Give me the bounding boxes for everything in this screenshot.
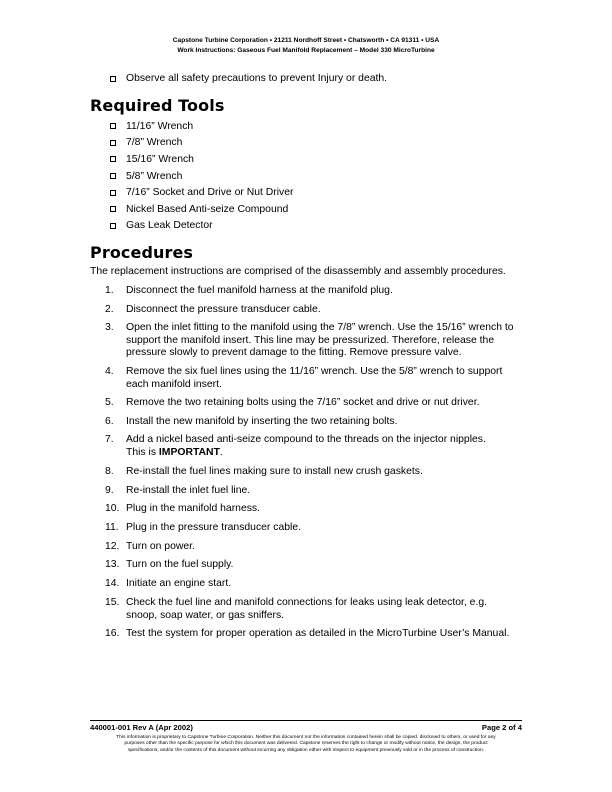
step-text-line: Turn on the fuel supply. [126, 559, 234, 570]
tool-item-label: Nickel Based Anti-seize Compound [126, 203, 289, 215]
important-emphasis: IMPORTANT [158, 446, 220, 458]
step-text-line: Initiate an engine start. [126, 578, 232, 589]
procedure-step [105, 416, 525, 429]
safety-note-text: Observe all safety precautions to prevent Injury or death. [126, 73, 388, 84]
tool-item-label: 7/16” Socket and Drive or Nut Driver [126, 187, 294, 199]
procedure-step [105, 559, 525, 572]
step-text-line: support the manifold insert. This line may be pressurized. Therefore, release the [126, 334, 495, 346]
tool-item-label: 5/8” Wrench [126, 170, 183, 182]
procedure-step [105, 466, 525, 479]
step-number: 6. [105, 416, 114, 427]
page-number: Page 2 of 4 [481, 723, 522, 732]
step-number: 5. [105, 397, 114, 408]
step-text-line: pressure slowly to prevent damage to the fitting. Remove pressure valve. [126, 347, 462, 358]
step-number: 14. [105, 578, 120, 589]
step-text-line: each manifold insert. [126, 378, 222, 390]
procedure-step [105, 285, 525, 298]
step-number: 8. [105, 466, 114, 477]
step-number: 7. [105, 434, 114, 445]
step-number: 10. [105, 503, 120, 514]
procedure-step [105, 304, 525, 317]
required-tools-heading: Required Tools [90, 96, 225, 115]
disclaimer-line: purposes other than the specific purpose for which this document was delivered. Capstone reserves the right to change or modify without notice, the design, the product [124, 741, 488, 747]
step-text-line: Add a nickel based anti-seize compound to the threads on the injector nipples. [126, 434, 486, 445]
step-number: 12. [105, 541, 120, 552]
step-text-line: Turn on power. [126, 541, 195, 552]
procedure-step [105, 578, 525, 591]
tool-item-label: 7/8” Wrench [126, 137, 183, 149]
disclaimer-line: specifications, and/or the contents of this document without incurring any obligation either with respect to equipment previously sold or in the process of construction. [127, 747, 485, 753]
procedure-step [105, 397, 525, 410]
procedure-step [105, 597, 525, 622]
step-text-line: Test the system for proper operation as detailed in the MicroTurbine User’s Manual. [126, 628, 510, 639]
proprietary-disclaimer [86, 735, 526, 754]
step-number: 1. [105, 285, 114, 296]
step-text-line: Check the fuel line and manifold connections for leaks using leak detector, e.g. [126, 597, 488, 608]
step-text-line: snoop, soap water, or gas sniffers. [126, 609, 285, 621]
tool-item-label: 11/16” Wrench [126, 120, 194, 132]
procedure-step [105, 522, 525, 535]
tool-item-label: 15/16” Wrench [126, 153, 194, 165]
step-text-line: Remove the two retaining bolts using the 7/16” socket and drive or nut driver. [126, 397, 480, 408]
document-id: 440001-001 Rev A (Apr 2002) [90, 723, 193, 732]
step-number: 13. [105, 559, 120, 570]
step-text-line: Re-install the fuel lines making sure to install new crush gaskets. [126, 466, 423, 477]
step-number: 16. [105, 628, 120, 639]
step-number: 3. [105, 322, 114, 333]
header-title-line: Work Instructions: Gaseous Fuel Manifold Replacement – Model 330 MicroTurbine [177, 46, 435, 54]
procedure-step [105, 541, 525, 554]
step-number: 9. [105, 485, 114, 496]
procedure-step [105, 628, 525, 641]
step-text-line: Re-install the inlet fuel line. [126, 485, 251, 496]
procedure-step [105, 485, 525, 498]
step-text-line: Open the inlet fitting to the manifold using the 7/8” wrench. Use the 15/16” wrench to [126, 322, 514, 333]
tool-item-label: Gas Leak Detector [126, 220, 213, 232]
step-text-line: Disconnect the fuel manifold harness at the manifold plug. [126, 285, 393, 296]
disclaimer-line: This information is proprietary to Capstone Turbine Corporation. Neither this document nor the information contained herein shall be copied, disclosed to others, or used for any [116, 735, 496, 740]
footer-divider [90, 720, 522, 721]
emphasis-prefix: This is [126, 446, 159, 458]
step-emphasis-line [126, 447, 486, 460]
step-text-line: Remove the six fuel lines using the 11/16” wrench. Use the 5/8” wrench to support [126, 366, 503, 377]
procedure-step [105, 322, 525, 360]
step-text-line: Plug in the pressure transducer cable. [126, 522, 302, 533]
procedure-step [105, 366, 525, 391]
procedure-step [105, 434, 525, 459]
step-text-line: Install the new manifold by inserting the two retaining bolts. [126, 416, 398, 427]
header-company-line: Capstone Turbine Corporation • 21211 Nordhoff Street • Chatsworth • CA 91311 • USA [172, 37, 440, 44]
step-number: 11. [105, 522, 119, 533]
step-number: 4. [105, 366, 114, 377]
footer [90, 723, 522, 732]
emphasis-suffix: . [219, 446, 223, 458]
step-number: 15. [105, 597, 120, 608]
procedure-step [105, 503, 525, 516]
step-text-line: Plug in the manifold harness. [126, 503, 261, 514]
step-number: 2. [105, 304, 114, 315]
step-text-line: Disconnect the pressure transducer cable. [126, 304, 321, 315]
procedures-intro: The replacement instructions are comprised of the disassembly and assembly procedures. [90, 266, 506, 277]
procedures-heading: Procedures [90, 243, 194, 262]
